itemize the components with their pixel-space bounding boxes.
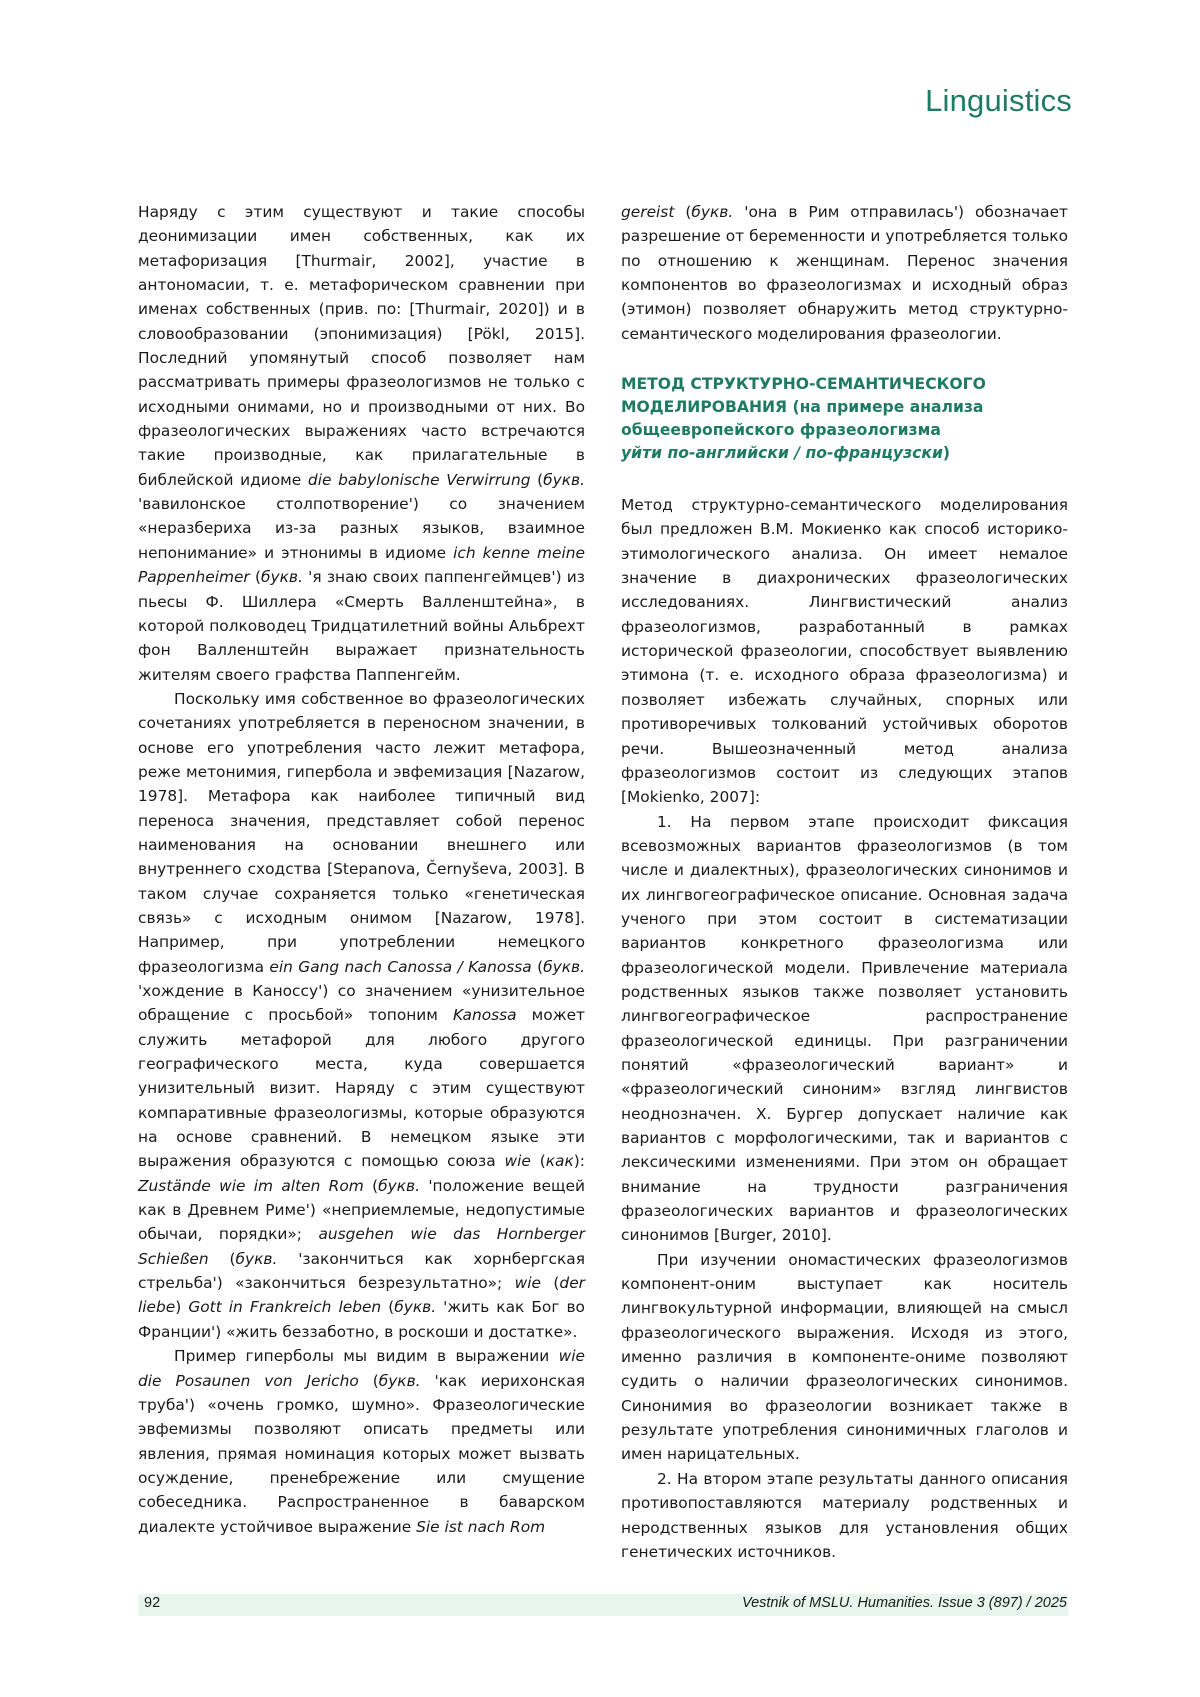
paragraph: Метод структурно-семантического моделирования был предложен В.М. Мокиенко как способ историко-этимологического анализа. Он имеет немалое значение в диахронических фразеологических исследованиях. Лингвистический анализ фразеологизмов, разработанный в рамках исторической фразеологии, способствует выявлению этимона (т. е. исходного образа фразеологизма) и позволяет избежать случайных, спорных или противоречивых толкований устойчивых оборотов речи. Вышеозначенный метод анализа фразеологизмов состоит из следующих этапов [Mokienko, 2007]: [621,496,1068,807]
italic-phrase: букв. [378,1176,420,1195]
italic-phrase: Kanossa [452,1006,517,1025]
page-number: 92 [144,1595,161,1611]
paragraph: Поскольку имя собственное во фразеологических сочетаниях употребляется в переносном значении, в основе его употребления часто лежит метафора, реже метонимия, гипербола и эвфемизация [Nazarow, 1978]. Метафора как наиболее типичный вид переноса значения, представляет собой перенос наименования на основании внешнего или внутреннего сходства [Stepanova, Černyševa, 2003]. В таком случае сохраняется только «генетическая связь» с исходным онимом [Nazarow, 1978]. Например, при употреблении немецкого фразеологизма ein Gang nach Canossa / Kanossa (букв. 'хождение в Каноссу') со значением «унизительное обращение с просьбой» топоним Kanossa может служить метафорой для любого другого географического места, куда совершается унизительный визит. Наряду с этим существуют компаративные фразеологизмы, которые образуются на основе сравнений. В немецком языке эти выражения образуются с помощью союза wie (как): Zustände wie im alten Rom (букв. 'положение вещей как в Древнем Риме') «неприемлемые, недопустимые обычаи, порядки»; ausgehen wie das Hornberger Schießen (букв. 'закончиться как хорнбергская стрельба') «закончиться безрезультатно»; wie (der liebe) Gott in Frankreich leben (букв. 'жить как Бог во Франции') «жить беззаботно, в роскоши и достатке». [138,689,586,1341]
italic-phrase: букв. [261,568,303,587]
italic-phrase: букв. [378,1371,421,1390]
list-item: 1. На первом этапе происходит фиксация всевозможных вариантов фразеологизмов (в том числе и диалектных), фразеологических синонимов и их лингвогеографическое описание. Основная задача ученого при этом состоит в систематизации вариантов конкретного фразеологизма или фразеологической модели. Привлечение материала родственных языков также позволяет установить лингвогеографическое распространение фразеологической единицы. При разграничении понятий «фразеологический вариант» и «фразеологический синоним» взгляд лингвистов неоднозначен. Х. Бургер допускает наличие как вариантов с морфологическими, так и вариантов с лексическими изменениями. При этом он обращает внимание на трудности разграничения фразеологических вариантов и фразеологических синонимов [Burger, 2010]. [621,812,1068,1245]
italic-phrase: Gott in Frankreich leben [188,1298,382,1317]
italic-phrase: wie [514,1274,541,1293]
italic-phrase: букв. [394,1298,437,1317]
list-item: 2. На втором этапе результаты данного описания противопоставляются материалу родственных и неродственных языков для установления общих генетических источников. [621,1469,1068,1561]
paragraph: gereist (букв. 'она в Рим отправилась') обозначает разрешение от беременности и употребляется только по отношению к женщинам. Перенос значения компонентов во фразеологизмах и исходный образ (этимон) позволяет обнаружить метод структурно-семантического моделирования фразеологии. [621,203,1068,343]
left-column [138,200,585,1539]
italic-phrase: die babylonische Verwirrung [307,470,531,489]
italic-phrase: ich kenne meine Pappenheimer [138,543,585,587]
italic-phrase: gereist [621,203,675,221]
paragraph: Наряду с этим существуют и такие способы деонимизации имен собственных, как их метафоризация [Thurmair, 2002], участие в антономасии, т. е. метафорическом сравнении при именах собственных (прив. по: [Thurmair, 2020]) и в словообразовании (эпонимизация) [Pökl, 2015]. Последний упомянутый способ позволяет нам рассматривать примеры фразеологизмов не только с исходными онимами, но и производными от них. Во фразеологических выражениях часто встречаются такие производные, как прилагательные в библейской идиоме die babylonische Verwirrung (букв. 'вавилонское столпотворение') со значением «неразбериха из-за разных языков, взаимное непонимание» и этнонимы в идиоме ich kenne meine Pappenheimer (букв. 'я знаю своих паппенгеймцев') из пьесы Ф. Шиллера «Смерть Валленштейна», в которой полководец Тридцатилетний войны Альбрехт фон Валленштейн выражает признательность жителям своего графства Паппенгейм. [138,203,585,684]
paragraph: Пример гиперболы мы видим в выражении wie die Posaunen von Jericho (букв. 'как иерихонская труба') «очень громко, шумно». Фразеологические эвфемизмы позволяют описать предметы или явления, прямая номинация которых может вызвать осуждение, пренебрежение или смущение собеседника. Распространенное в баварском диалекте устойчивое выражение Sie ist nach Rom [138,1347,585,1536]
heading-close: ) [942,444,951,463]
italic-phrase: Sie ist nach Rom [416,1517,546,1536]
italic-phrase: ausgehen wie das Hornberger Schießen [138,1225,586,1268]
italic-phrase: Zustände wie im alten Rom [138,1176,364,1195]
italic-phrase: букв. [691,203,734,221]
italic-phrase: букв. [543,470,585,489]
heading-text: МЕТОД СТРУКТУРНО-СЕМАНТИЧЕСКОГО МОДЕЛИРОВАНИЯ (на примере анализа общеевропейского фразеологизма [621,375,986,440]
italic-phrase: wie [504,1152,531,1171]
italic-phrase: ein Gang nach Canossa / Kanossa [269,957,532,976]
right-column [621,200,1068,1564]
paragraph: При изучении ономастических фразеологизмов компонент-оним выступает как носитель лингвокультурной информации, влияющей на смысл фразеологического выражения. Исходя из этого, именно различия в компоненте-ониме позволяют судить о наличии фразеологических синонимов. Синонимия во фразеологии возникает также в результате употребления синонимичных глаголов и имен нарицательных. [621,1250,1068,1464]
italic-phrase: как [545,1152,574,1171]
italic-phrase: букв. [543,957,585,976]
italic-phrase: букв. [235,1249,278,1268]
section-label: Linguistics [925,83,1072,118]
section-heading [621,373,1068,465]
italic-phrase: der liebe [138,1274,585,1317]
italic-phrase: wie die Posaunen von Jericho [138,1347,585,1390]
heading-italic: уйти по-английски / по-французски [621,444,943,463]
journal-title: Vestnik of MSLU. Humanities. Issue 3 (897) / 2025 [741,1595,1067,1611]
